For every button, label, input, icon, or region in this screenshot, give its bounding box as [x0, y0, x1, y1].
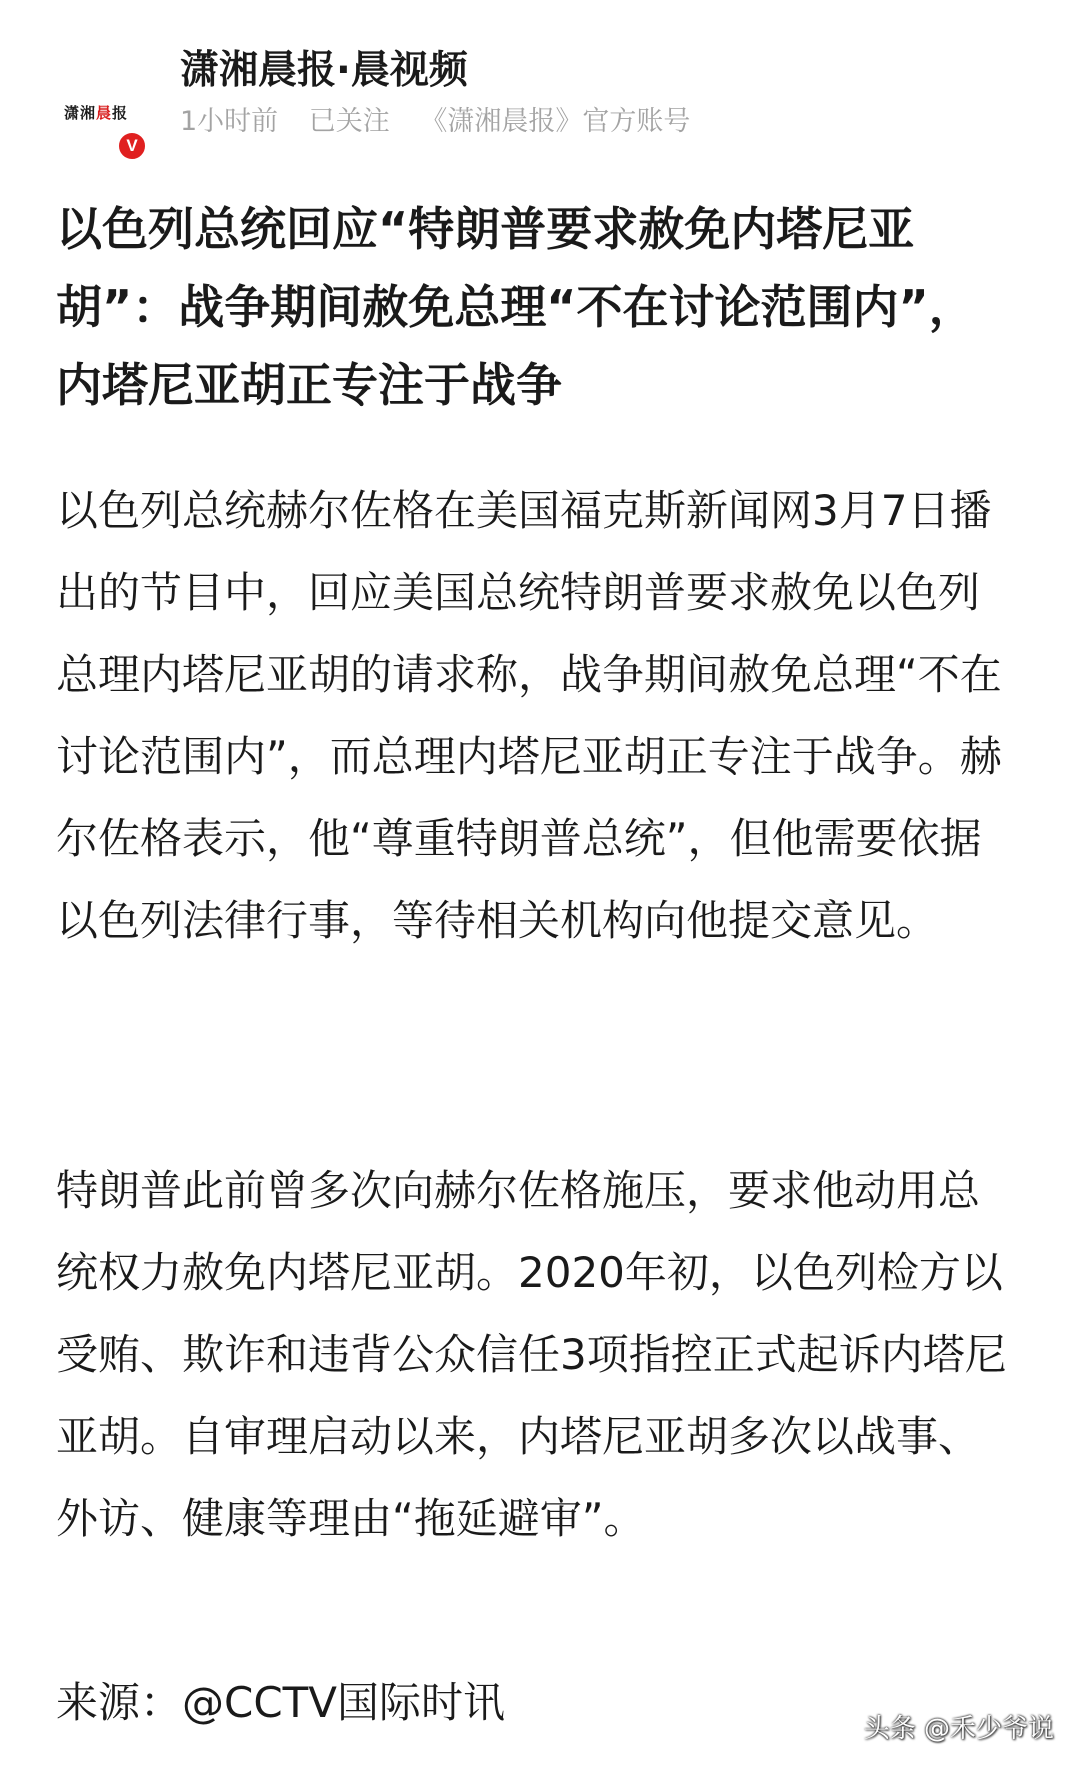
article-paragraph: 以色列总统赫尔佐格在美国福克斯新闻网3月7日播出的节目中，回应美国总统特朗普要求赦免以色列总理内塔尼亚胡的请求称，战争期间赦免总理“不在讨论范围内”，而总理内塔尼亚胡正专注于战争。赫尔佐格表示，他“尊重特朗普总统”，但他需要依据以色列法律行事，等待相关机构向他提交意见。: [56, 486, 1002, 945]
watermark: 头条 @禾少爷说: [863, 1714, 1054, 1744]
meta-line: [180, 102, 712, 142]
avatar[interactable]: [56, 66, 156, 155]
article-paragraph: 特朗普此前曾多次向赫尔佐格施压，要求他动用总统权力赦免内塔尼亚胡。2020年初，以色列检方以受贿、欺诈和违背公众信任3项指控正式起诉内塔尼亚胡。自审理启动以来，内塔尼亚胡多次以战事、外访、健康等理由“拖延避审”。: [56, 1166, 1007, 1543]
publish-time: 1小时前: [180, 106, 279, 137]
article-source: 来源：@CCTV国际时讯: [56, 1678, 506, 1727]
follow-status[interactable]: 已关注: [308, 106, 390, 137]
verified-badge-icon: V: [116, 130, 148, 162]
article-title: 以色列总统回应“特朗普要求赦免内塔尼亚胡”：战争期间赦免总理“不在讨论范围内”，内塔尼亚胡正专注于战争: [56, 202, 975, 412]
article-header: [56, 46, 1036, 156]
avatar-logo: 潇湘晨报: [64, 104, 129, 122]
account-name[interactable]: 潇湘晨报·晨视频: [180, 48, 468, 93]
account-description: 《潇湘晨报》官方账号: [420, 106, 691, 137]
